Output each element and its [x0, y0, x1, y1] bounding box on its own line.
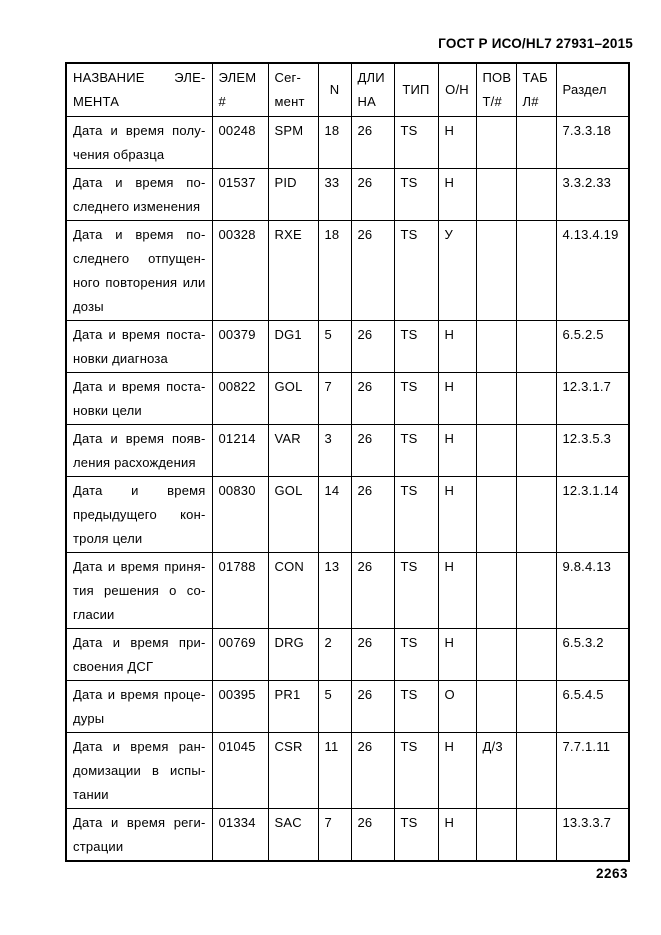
cell-line: ПОВ	[482, 70, 512, 85]
cell-section: 12.3.1.14	[556, 476, 629, 552]
cell-element-name	[66, 808, 212, 861]
cell-line: мент	[274, 94, 305, 109]
page-number: 2263	[595, 866, 628, 881]
cell-line: Дата и время по-	[73, 226, 206, 242]
cell-line: домизации в испы-	[73, 762, 206, 778]
cell-type: TS	[394, 680, 438, 732]
cell-table-number	[516, 424, 556, 476]
cell-repeat	[476, 552, 516, 628]
cell-section: 4.13.4.19	[556, 220, 629, 320]
cell-section: 6.5.4.5	[556, 680, 629, 732]
cell-length: 26	[351, 168, 394, 220]
column-header	[268, 63, 318, 116]
cell-line: чения образца	[73, 146, 165, 162]
cell-line: Дата и время ран-	[73, 738, 206, 754]
cell-section: 13.3.3.7	[556, 808, 629, 861]
cell-line: тия решения о со-	[73, 582, 206, 598]
cell-repeat: Д/3	[476, 732, 516, 808]
cell-line: новки диагноза	[73, 350, 168, 366]
cell-segment: DRG	[268, 628, 318, 680]
cell-segment: VAR	[268, 424, 318, 476]
cell-table-number	[516, 732, 556, 808]
column-header	[66, 63, 212, 116]
cell-element-name	[66, 220, 212, 320]
cell-table-number	[516, 808, 556, 861]
cell-element-name	[66, 680, 212, 732]
cell-elem-number: 01045	[212, 732, 268, 808]
cell-opt-required: Н	[438, 168, 476, 220]
cell-type: TS	[394, 424, 438, 476]
cell-n: 33	[318, 168, 351, 220]
table-row	[66, 628, 629, 680]
cell-table-number	[516, 680, 556, 732]
cell-table-number	[516, 628, 556, 680]
cell-element-name	[66, 424, 212, 476]
cell-opt-required: Н	[438, 320, 476, 372]
cell-opt-required: Н	[438, 476, 476, 552]
cell-element-name	[66, 476, 212, 552]
cell-line: гласии	[73, 606, 115, 622]
table-row	[66, 476, 629, 552]
doc-code: ГОСТ Р ИСО/HL7 27931–2015	[438, 36, 633, 51]
cell-type: TS	[394, 116, 438, 168]
cell-elem-number: 00379	[212, 320, 268, 372]
cell-table-number	[516, 116, 556, 168]
cell-line: Т/#	[482, 94, 502, 109]
cell-line: #	[218, 94, 226, 109]
cell-n: 7	[318, 372, 351, 424]
cell-repeat	[476, 320, 516, 372]
cell-n: 2	[318, 628, 351, 680]
cell-type: TS	[394, 168, 438, 220]
table-row	[66, 808, 629, 861]
cell-line: НАЗВАНИЕ ЭЛЕ-	[73, 70, 206, 85]
cell-length: 26	[351, 732, 394, 808]
cell-type: TS	[394, 732, 438, 808]
cell-elem-number: 00822	[212, 372, 268, 424]
cell-segment: DG1	[268, 320, 318, 372]
cell-line: следнего отпущен-	[73, 250, 206, 266]
cell-element-name	[66, 628, 212, 680]
cell-opt-required: У	[438, 220, 476, 320]
cell-elem-number: 00248	[212, 116, 268, 168]
cell-table-number	[516, 320, 556, 372]
cell-repeat	[476, 424, 516, 476]
cell-table-number	[516, 168, 556, 220]
cell-line: N	[329, 82, 340, 98]
cell-line: Раздел	[562, 82, 607, 98]
table-row	[66, 320, 629, 372]
table-row	[66, 732, 629, 808]
cell-repeat	[476, 116, 516, 168]
cell-length: 26	[351, 628, 394, 680]
cell-length: 26	[351, 320, 394, 372]
cell-segment: SAC	[268, 808, 318, 861]
cell-length: 26	[351, 476, 394, 552]
cell-line: ТАБ	[522, 70, 548, 85]
cell-line: Дата и время проце-	[73, 686, 206, 702]
cell-opt-required: О	[438, 680, 476, 732]
cell-line: Дата и время полу-	[73, 122, 206, 138]
cell-segment: PID	[268, 168, 318, 220]
column-header	[476, 63, 516, 116]
cell-type: TS	[394, 628, 438, 680]
cell-section: 6.5.3.2	[556, 628, 629, 680]
header-row	[66, 63, 629, 116]
cell-line: дуры	[73, 710, 105, 726]
cell-line: ТИП	[402, 82, 430, 98]
cell-table-number	[516, 372, 556, 424]
cell-elem-number: 00830	[212, 476, 268, 552]
cell-section: 7.7.1.11	[556, 732, 629, 808]
column-header	[516, 63, 556, 116]
cell-section: 12.3.1.7	[556, 372, 629, 424]
table-row	[66, 116, 629, 168]
cell-line: Дата и время при-	[73, 634, 206, 650]
cell-line: Дата и время появ-	[73, 430, 206, 446]
cell-type: TS	[394, 552, 438, 628]
cell-element-name	[66, 116, 212, 168]
cell-segment: RXE	[268, 220, 318, 320]
cell-n: 18	[318, 220, 351, 320]
table-row	[66, 168, 629, 220]
cell-length: 26	[351, 552, 394, 628]
cell-n: 7	[318, 808, 351, 861]
cell-opt-required: Н	[438, 552, 476, 628]
cell-segment: GOL	[268, 476, 318, 552]
cell-length: 26	[351, 424, 394, 476]
cell-line: ления расхождения	[73, 454, 196, 470]
cell-section: 12.3.5.3	[556, 424, 629, 476]
cell-repeat	[476, 476, 516, 552]
table-row	[66, 372, 629, 424]
cell-repeat	[476, 372, 516, 424]
cell-n: 5	[318, 680, 351, 732]
column-header	[318, 63, 351, 116]
cell-table-number	[516, 476, 556, 552]
cell-line: Дата и время поста-	[73, 378, 206, 394]
cell-type: TS	[394, 808, 438, 861]
cell-repeat	[476, 808, 516, 861]
cell-type: TS	[394, 372, 438, 424]
cell-line: Дата и время поста-	[73, 326, 206, 342]
table-body	[66, 116, 629, 861]
cell-elem-number: 00395	[212, 680, 268, 732]
cell-element-name	[66, 552, 212, 628]
cell-opt-required: Н	[438, 372, 476, 424]
cell-n: 11	[318, 732, 351, 808]
cell-element-name	[66, 372, 212, 424]
cell-line: троля цели	[73, 530, 143, 546]
cell-line: МЕНТА	[73, 94, 120, 109]
cell-section: 7.3.3.18	[556, 116, 629, 168]
cell-length: 26	[351, 220, 394, 320]
cell-line: следнего изменения	[73, 198, 201, 214]
cell-segment: SPM	[268, 116, 318, 168]
table-row	[66, 552, 629, 628]
column-header	[556, 63, 629, 116]
cell-opt-required: Н	[438, 424, 476, 476]
cell-line: предыдущего кон-	[73, 506, 206, 522]
cell-type: TS	[394, 220, 438, 320]
cell-elem-number: 01214	[212, 424, 268, 476]
table-row	[66, 220, 629, 320]
cell-line: О/Н	[445, 82, 469, 98]
cell-repeat	[476, 628, 516, 680]
cell-length: 26	[351, 372, 394, 424]
cell-line: Сег-	[274, 70, 301, 85]
cell-line: Дата и время приня-	[73, 558, 206, 574]
cell-table-number	[516, 220, 556, 320]
cell-type: TS	[394, 320, 438, 372]
cell-line: ЭЛЕМ	[218, 70, 257, 85]
data-table	[65, 62, 630, 862]
cell-n: 18	[318, 116, 351, 168]
table-header	[66, 63, 629, 116]
cell-line: Дата и время реги-	[73, 814, 206, 830]
cell-n: 14	[318, 476, 351, 552]
cell-section: 3.3.2.33	[556, 168, 629, 220]
cell-segment: CON	[268, 552, 318, 628]
cell-line: ного повторения или	[73, 274, 206, 290]
cell-opt-required: Н	[438, 732, 476, 808]
cell-elem-number: 00769	[212, 628, 268, 680]
cell-n: 5	[318, 320, 351, 372]
cell-repeat	[476, 168, 516, 220]
cell-segment: CSR	[268, 732, 318, 808]
cell-line: Л#	[522, 94, 539, 109]
cell-element-name	[66, 732, 212, 808]
cell-length: 26	[351, 808, 394, 861]
cell-opt-required: Н	[438, 808, 476, 861]
cell-line: своения ДСГ	[73, 658, 154, 674]
cell-n: 13	[318, 552, 351, 628]
cell-table-number	[516, 552, 556, 628]
cell-length: 26	[351, 680, 394, 732]
cell-segment: GOL	[268, 372, 318, 424]
cell-elem-number: 01334	[212, 808, 268, 861]
cell-elem-number: 01788	[212, 552, 268, 628]
cell-element-name	[66, 320, 212, 372]
column-header	[212, 63, 268, 116]
column-header	[394, 63, 438, 116]
column-header	[438, 63, 476, 116]
cell-line: новки цели	[73, 402, 142, 418]
cell-line: страции	[73, 838, 124, 854]
cell-opt-required: Н	[438, 116, 476, 168]
cell-section: 9.8.4.13	[556, 552, 629, 628]
cell-line: дозы	[73, 298, 104, 314]
cell-elem-number: 00328	[212, 220, 268, 320]
cell-repeat	[476, 680, 516, 732]
cell-element-name	[66, 168, 212, 220]
cell-line: НА	[357, 94, 376, 109]
table-row	[66, 680, 629, 732]
cell-line: Дата и время по-	[73, 174, 206, 190]
cell-repeat	[476, 220, 516, 320]
cell-n: 3	[318, 424, 351, 476]
cell-line: Дата и время	[73, 482, 206, 498]
table-row	[66, 424, 629, 476]
cell-line: тании	[73, 786, 109, 802]
cell-opt-required: Н	[438, 628, 476, 680]
cell-section: 6.5.2.5	[556, 320, 629, 372]
cell-line: ДЛИ	[357, 70, 385, 85]
cell-length: 26	[351, 116, 394, 168]
cell-segment: PR1	[268, 680, 318, 732]
cell-type: TS	[394, 476, 438, 552]
column-header	[351, 63, 394, 116]
cell-elem-number: 01537	[212, 168, 268, 220]
